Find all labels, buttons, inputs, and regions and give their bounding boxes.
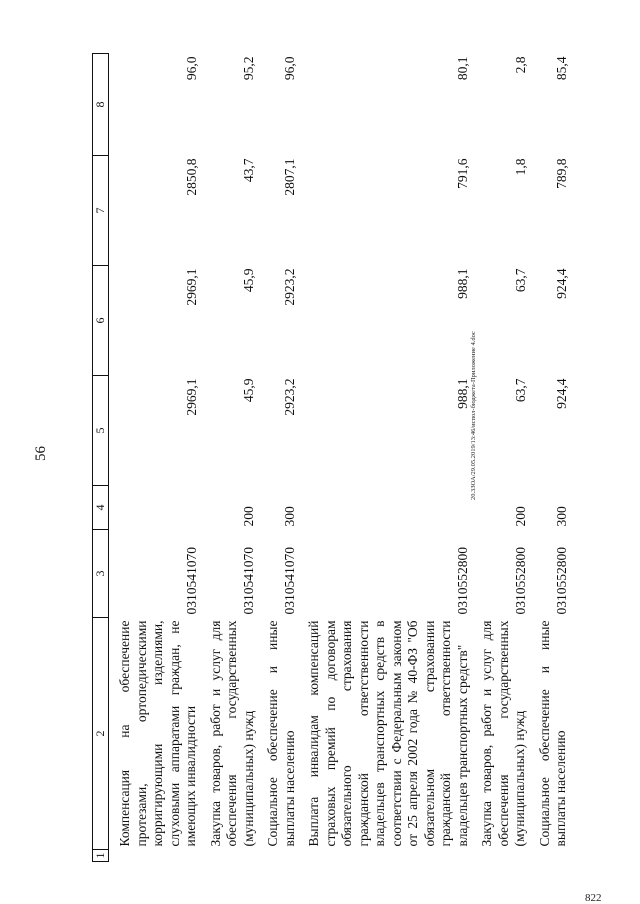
cell-description: Компенсация на обеспечение протезами, ортопедическими корригирующими изделиями, слуховыми аппаратами граждан, не имеющих инвалидности (117, 620, 198, 847)
footer-file-note: 20.3ЗОА/29.05.2019/13:46/испол-бюджета-Приложение 4.doc (470, 331, 477, 500)
table-row (471, 54, 529, 862)
cell-v8: 85,4 (553, 56, 569, 81)
header-col-7: 7 (93, 156, 109, 266)
cell-v5: 988,1 (455, 378, 470, 409)
cell-type (298, 486, 471, 530)
cell-type: 300 (553, 506, 569, 527)
cell-v7: 1,8 (512, 158, 528, 176)
cell-col1 (298, 850, 471, 862)
cell-col1 (529, 850, 570, 862)
cell-description: Выплата инвалидам компенсаций страховых премий по договорам обязательного страхования гражданской ответственности владельцев транспортных средств в соответствии с Федеральным законом от 25 апреля 2002 года № 40-ФЗ "Об обязательном страховании гражданской ответственности владельцев транспортных средств" (306, 620, 470, 847)
cell-code: 0310552800 (553, 547, 569, 615)
cell-code: 0310541070 (282, 547, 297, 615)
cell-v5: 2969,1 (183, 378, 199, 416)
cell-col1 (200, 850, 258, 862)
cell-v8: 80,1 (455, 56, 470, 81)
cell-type: 200 (512, 506, 528, 527)
cell-description: Социальное обеспечение и иные выплаты населению (536, 620, 568, 847)
page-number: 56 (33, 446, 49, 461)
cell-v6: 45,9 (241, 268, 256, 293)
cell-v8: 96,0 (282, 56, 297, 81)
cell-v6: 988,1 (455, 268, 470, 299)
cell-description: Закупка товаров, работ и услуг для обеспечения государственных (муниципальных) нужд (479, 620, 527, 847)
cell-v7: 2807,1 (282, 158, 297, 196)
table-row (257, 54, 298, 862)
header-col-2: 2 (93, 618, 109, 850)
cell-v6: 63,7 (512, 268, 528, 293)
cell-v7: 2850,8 (183, 158, 199, 196)
cell-type: 200 (241, 506, 256, 527)
cell-v5: 2923,2 (282, 378, 297, 416)
table-row (109, 54, 200, 862)
cell-v8: 2,8 (512, 56, 528, 74)
cell-col1 (109, 850, 200, 862)
cell-type (109, 486, 200, 530)
table-row (298, 54, 471, 862)
cell-type: 300 (282, 506, 297, 527)
header-col-3: 3 (93, 530, 109, 618)
cell-code: 0310541070 (241, 547, 256, 615)
cell-col1 (257, 850, 298, 862)
table-row (529, 54, 570, 862)
cell-v8: 96,0 (183, 56, 199, 81)
header-col-8: 8 (93, 54, 109, 156)
header-col-6: 6 (93, 266, 109, 376)
header-col-1: 1 (93, 850, 109, 862)
table-header-row (93, 54, 109, 862)
cell-v6: 2969,1 (183, 268, 199, 306)
rotated-table-area (92, 54, 569, 862)
table-row (200, 54, 258, 862)
cell-code: 0310552800 (512, 547, 528, 615)
cell-v5: 63,7 (512, 378, 528, 403)
cell-v5: 924,4 (553, 378, 569, 409)
header-col-5: 5 (93, 376, 109, 486)
cell-v7: 43,7 (241, 158, 256, 183)
cell-v5: 45,9 (241, 378, 256, 403)
cell-col1 (471, 850, 529, 862)
cell-description: Социальное обеспечение и иные выплаты населению (265, 620, 297, 847)
cell-v8: 95,2 (241, 56, 256, 81)
page-cut-number: 822 (585, 892, 602, 904)
cell-v7: 791,6 (455, 158, 470, 189)
cell-description: Закупка товаров, работ и услуг для обеспечения государственных (муниципальных) нужд (207, 620, 256, 847)
header-col-4: 4 (93, 486, 109, 530)
cell-v7: 789,8 (553, 158, 569, 189)
cell-code: 0310552800 (455, 547, 470, 615)
cell-v6: 2923,2 (282, 268, 297, 306)
budget-table (92, 53, 570, 862)
cell-v6: 924,4 (553, 268, 569, 299)
cell-code: 0310541070 (183, 547, 199, 615)
